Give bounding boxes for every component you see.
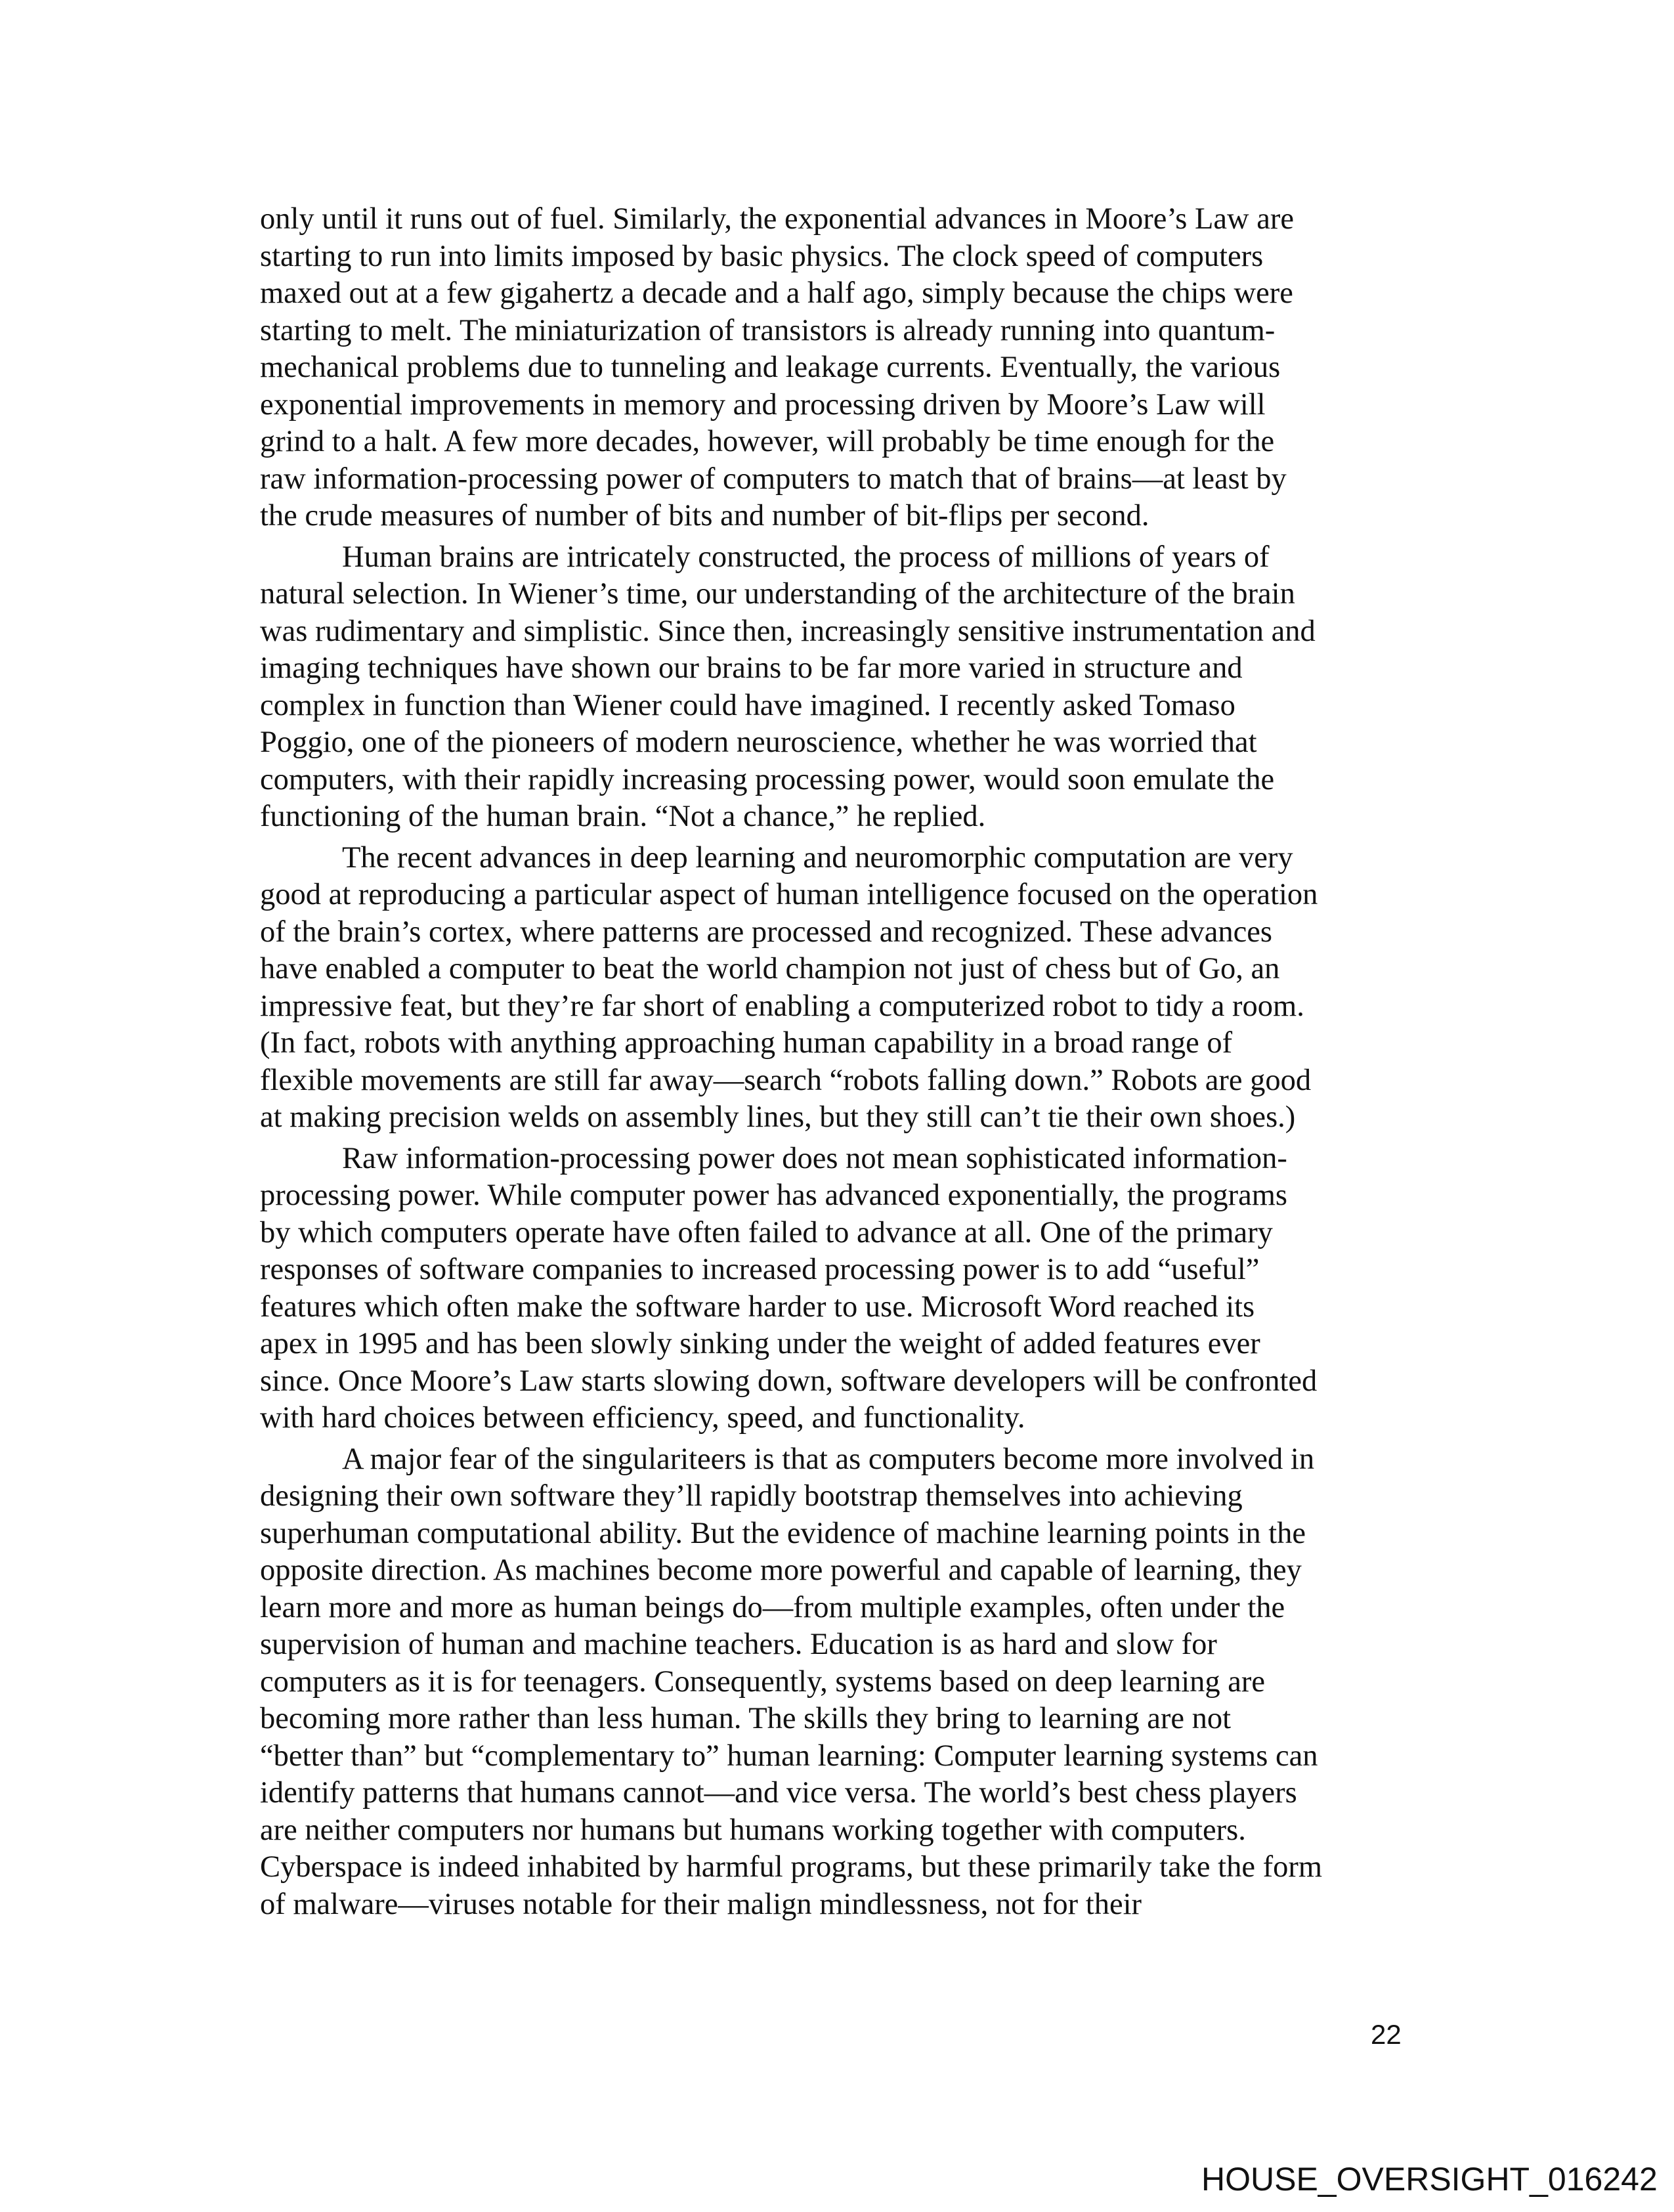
text-line: impressive feat, but they’re far short of enabling a computerized robot to tidy a room.	[260, 989, 1304, 1023]
text-line: designing their own software they’ll rapidly bootstrap themselves into achieving	[260, 1479, 1243, 1513]
text-line: imaging techniques have shown our brains to be far more varied in structure and	[260, 651, 1243, 685]
body-text	[260, 201, 1415, 1927]
text-line: Human brains are intricately constructed, the process of millions of years of	[342, 540, 1270, 574]
text-line: computers, with their rapidly increasing processing power, would soon emulate the	[260, 762, 1275, 796]
text-line: are neither computers nor humans but humans working together with computers.	[260, 1813, 1246, 1847]
text-line: raw information-processing power of computers to match that of brains—at least by	[260, 462, 1287, 496]
text-line: maxed out at a few gigahertz a decade and a half ago, simply because the chips were	[260, 276, 1293, 310]
paragraph-3	[260, 840, 1415, 1137]
text-line: Cyberspace is indeed inhabited by harmful programs, but these primarily take the form	[260, 1850, 1322, 1884]
text-line: apex in 1995 and has been slowly sinking under the weight of added features ever	[260, 1327, 1260, 1360]
text-line: computers as it is for teenagers. Consequently, systems based on deep learning are	[260, 1664, 1266, 1699]
text-line: at making precision welds on assembly lines, but they still can’t tie their own shoes.)	[260, 1100, 1296, 1134]
text-line: by which computers operate have often failed to advance at all. One of the primary	[260, 1215, 1273, 1249]
text-line: The recent advances in deep learning and neuromorphic computation are very	[342, 840, 1293, 875]
text-line: opposite direction. As machines become more powerful and capable of learning, they	[260, 1553, 1302, 1587]
text-line: only until it runs out of fuel. Similarly, the exponential advances in Moore’s Law are	[260, 202, 1295, 236]
text-line: starting to run into limits imposed by basic physics. The clock speed of computers	[260, 239, 1264, 273]
text-line: good at reproducing a particular aspect of human intelligence focused on the operation	[260, 878, 1318, 911]
text-line: superhuman computational ability. But the evidence of machine learning points in the	[260, 1516, 1306, 1550]
paragraph-2	[260, 539, 1415, 836]
text-line: starting to melt. The miniaturization of transistors is already running into quantum-	[260, 313, 1276, 347]
text-line: features which often make the software harder to use. Microsoft Word reached its	[260, 1290, 1255, 1324]
text-line: mechanical problems due to tunneling and leakage currents. Eventually, the various	[260, 351, 1281, 384]
paragraph-1	[260, 201, 1415, 535]
text-line: functioning of the human brain. “Not a chance,” he replied.	[260, 800, 986, 833]
text-line: Poggio, one of the pioneers of modern neuroscience, whether he was worried that	[260, 726, 1257, 759]
text-line: of malware—viruses notable for their malign mindlessness, not for their	[260, 1887, 1142, 1921]
text-line: becoming more rather than less human. The skills they bring to learning are not	[260, 1702, 1232, 1735]
text-line: “better than” but “complementary to” human learning: Computer learning systems can	[260, 1739, 1318, 1773]
paragraph-5	[260, 1441, 1415, 1924]
text-line: have enabled a computer to beat the world champion not just of chess but of Go, an	[260, 952, 1280, 986]
text-line: with hard choices between efficiency, speed, and functionality.	[260, 1401, 1025, 1435]
paragraph-4	[260, 1140, 1415, 1437]
text-line: grind to a halt. A few more decades, however, will probably be time enough for the	[260, 425, 1275, 458]
text-line: the crude measures of number of bits and number of bit-flips per second.	[260, 499, 1149, 532]
text-line: processing power. While computer power has advanced exponentially, the programs	[260, 1179, 1288, 1212]
text-line: supervision of human and machine teachers. Education is as hard and slow for	[260, 1628, 1217, 1661]
text-line: exponential improvements in memory and processing driven by Moore’s Law will	[260, 387, 1266, 422]
text-line: was rudimentary and simplistic. Since then, increasingly sensitive instrumentation and	[260, 614, 1316, 648]
text-line: of the brain’s cortex, where patterns are processed and recognized. These advances	[260, 915, 1272, 949]
text-line: identify patterns that humans cannot—and vice versa. The world’s best chess players	[260, 1776, 1297, 1810]
text-line: natural selection. In Wiener’s time, our understanding of the architecture of the brain	[260, 577, 1295, 611]
text-line: learn more and more as human beings do—from multiple examples, often under the	[260, 1590, 1285, 1624]
text-line: since. Once Moore’s Law starts slowing down, software developers will be confronted	[260, 1364, 1318, 1398]
text-line: complex in function than Wiener could have imagined. I recently asked Tomaso	[260, 688, 1235, 722]
page-number: 22	[1371, 2019, 1402, 2050]
bates-number: HOUSE_OVERSIGHT_016242	[1201, 2161, 1658, 2198]
text-line: flexible movements are still far away—search “robots falling down.” Robots are good	[260, 1063, 1312, 1097]
text-line: responses of software companies to increased processing power is to add “useful”	[260, 1253, 1260, 1286]
text-line: Raw information-processing power does not mean sophisticated information-	[342, 1141, 1287, 1175]
text-line: A major fear of the singulariteers is that as computers become more involved in	[342, 1442, 1315, 1476]
text-line: (In fact, robots with anything approaching human capability in a broad range of	[260, 1026, 1233, 1060]
